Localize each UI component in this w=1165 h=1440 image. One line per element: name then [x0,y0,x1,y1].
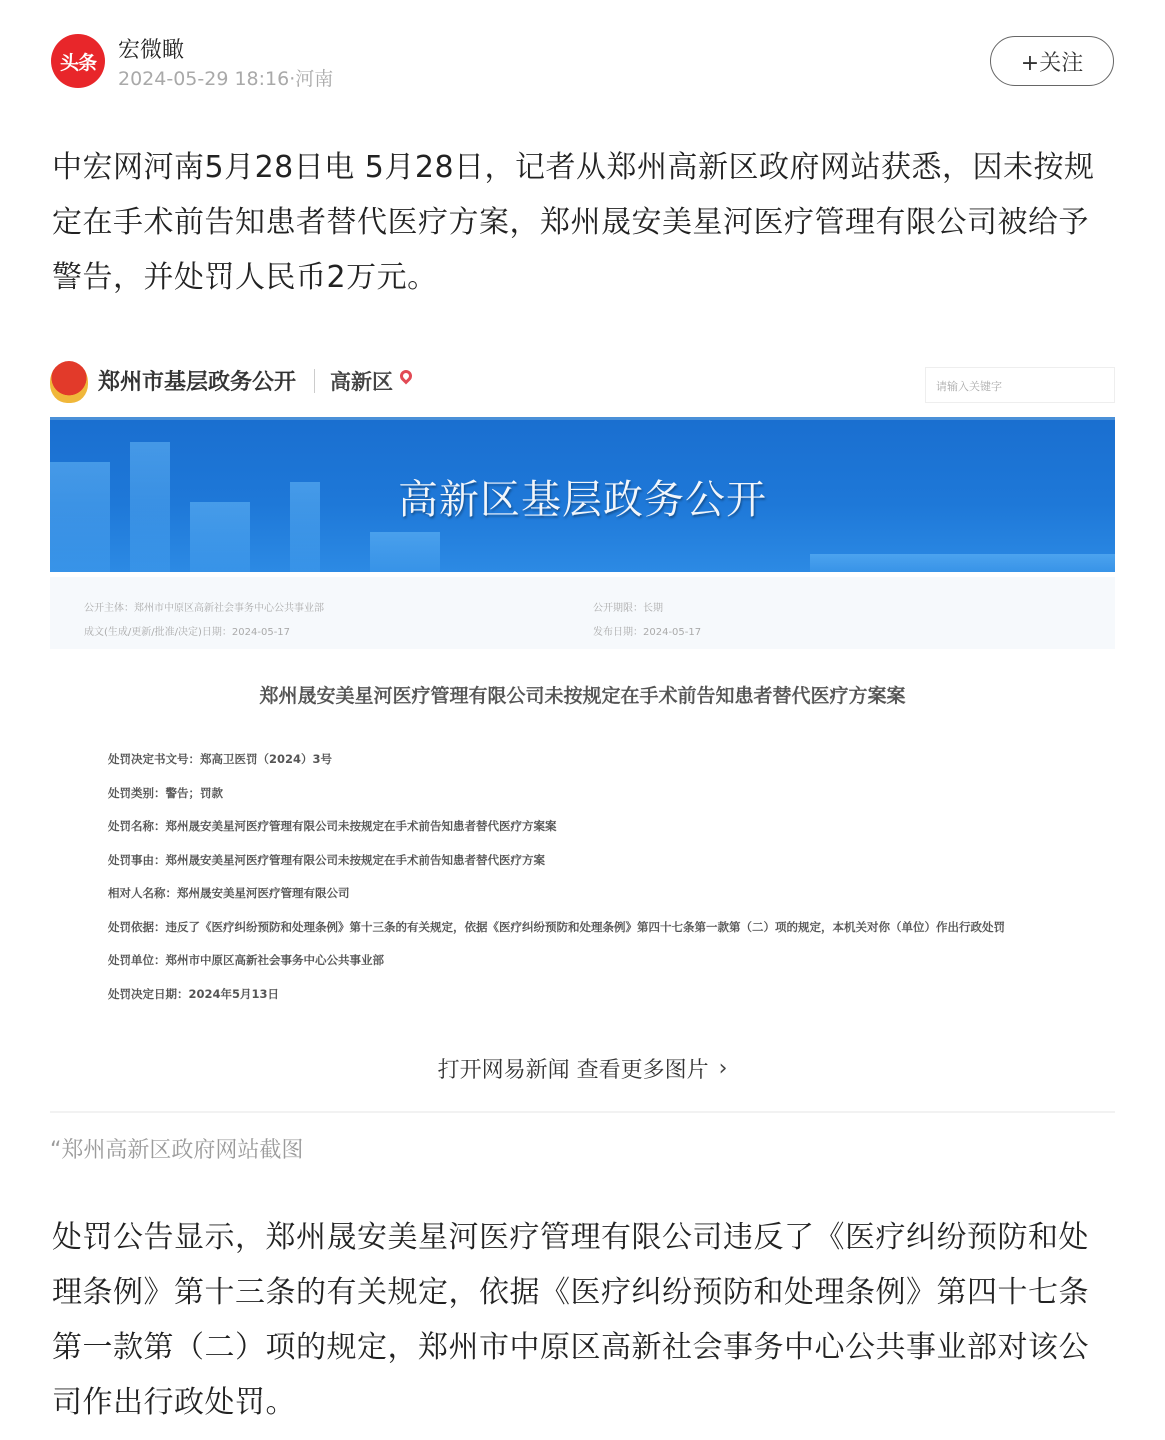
divider [314,369,315,393]
doc-title: 郑州晟安美星河医疗管理有限公司未按规定在手术前告知患者替代医疗方案案 [259,685,906,707]
penalty-field: 处罚事由：郑州晟安美星河医疗管理有限公司未按规定在手术前告知患者替代医疗方案 [108,852,545,867]
info-created-date: 成文(生成/更新/批准/决定)日期：2024-05-17 [84,627,291,638]
article-image[interactable] [50,345,1115,1115]
open-app-more-images-button[interactable] [50,1025,1115,1113]
article-paragraph-2: 处罚公告显示，郑州晟安美星河医疗管理有限公司违反了《医疗纠纷预防和处理条例》第十三条的有关规定，依据《医疗纠纷预防和处理条例》第四十七条第一款第（二）项的规定，郑州市中原区高新社会事务中心公共事业部对该公司作出行政处罚。 [52,1220,1089,1420]
info-open-mode: 公开期限：长期 [593,603,663,614]
city-skyline-decoration [370,532,440,572]
image-caption: “郑州高新区政府网站截图 [50,1138,304,1163]
doc-info-panel [50,577,1115,649]
site-region: 高新区 [330,370,393,394]
penalty-field: 处罚类别：警告；罚款 [108,785,223,800]
site-search-input: 请输入关键字 [925,367,1115,403]
city-skyline-decoration [810,554,1115,572]
location-pin-icon [398,368,415,385]
penalty-fields [108,751,1005,1019]
article-paragraph-1: 中宏网河南5月28日电 5月28日，记者从郑州高新区政府网站获悉，因未按规定在手术前告知患者替代医疗方案，郑州晟安美星河医疗管理有限公司被给予警告，并处罚人民币2万元。 [52,150,1095,295]
avatar[interactable]: 头条 [51,34,105,88]
more-images-label: 打开网易新闻 查看更多图片 [437,1057,709,1083]
info-publisher: 公开主体：郑州市中原区高新社会事务中心公共事业部 [84,603,324,614]
info-publish-date: 发布日期：2024-05-17 [593,627,702,638]
penalty-field: 相对人名称：郑州晟安美星河医疗管理有限公司 [108,886,350,900]
site-name: 郑州市基层政务公开 [98,370,297,395]
national-emblem-icon [50,361,88,403]
penalty-field: 处罚单位：郑州市中原区高新社会事务中心公共事业部 [108,953,384,967]
site-header [50,345,1115,417]
penalty-field: 处罚名称：郑州晟安美星河医疗管理有限公司未按规定在手术前告知患者替代医疗方案案 [108,819,557,833]
follow-button[interactable]: +关注 [990,36,1114,86]
penalty-field: 处罚依据：违反了《医疗纠纷预防和处理条例》第十三条的有关规定，依据《医疗纠纷预防和处理条例》第四十七条第一款第（二）项的规定，本机关对你（单位）作出行政处罚 [108,919,1005,934]
penalty-field: 处罚决定书文号：郑高卫医罚（2024）3号 [108,752,333,766]
post-meta: 2024-05-29 18:16·河南 [118,68,334,90]
post-header [0,0,1165,120]
site-banner [50,417,1115,572]
author-name[interactable]: 宏微瞰 [118,38,185,63]
chevron-right-icon: › [718,1055,728,1081]
banner-title: 高新区基层政务公开 [398,477,767,523]
penalty-field: 处罚决定日期：2024年5月13日 [108,986,280,1001]
